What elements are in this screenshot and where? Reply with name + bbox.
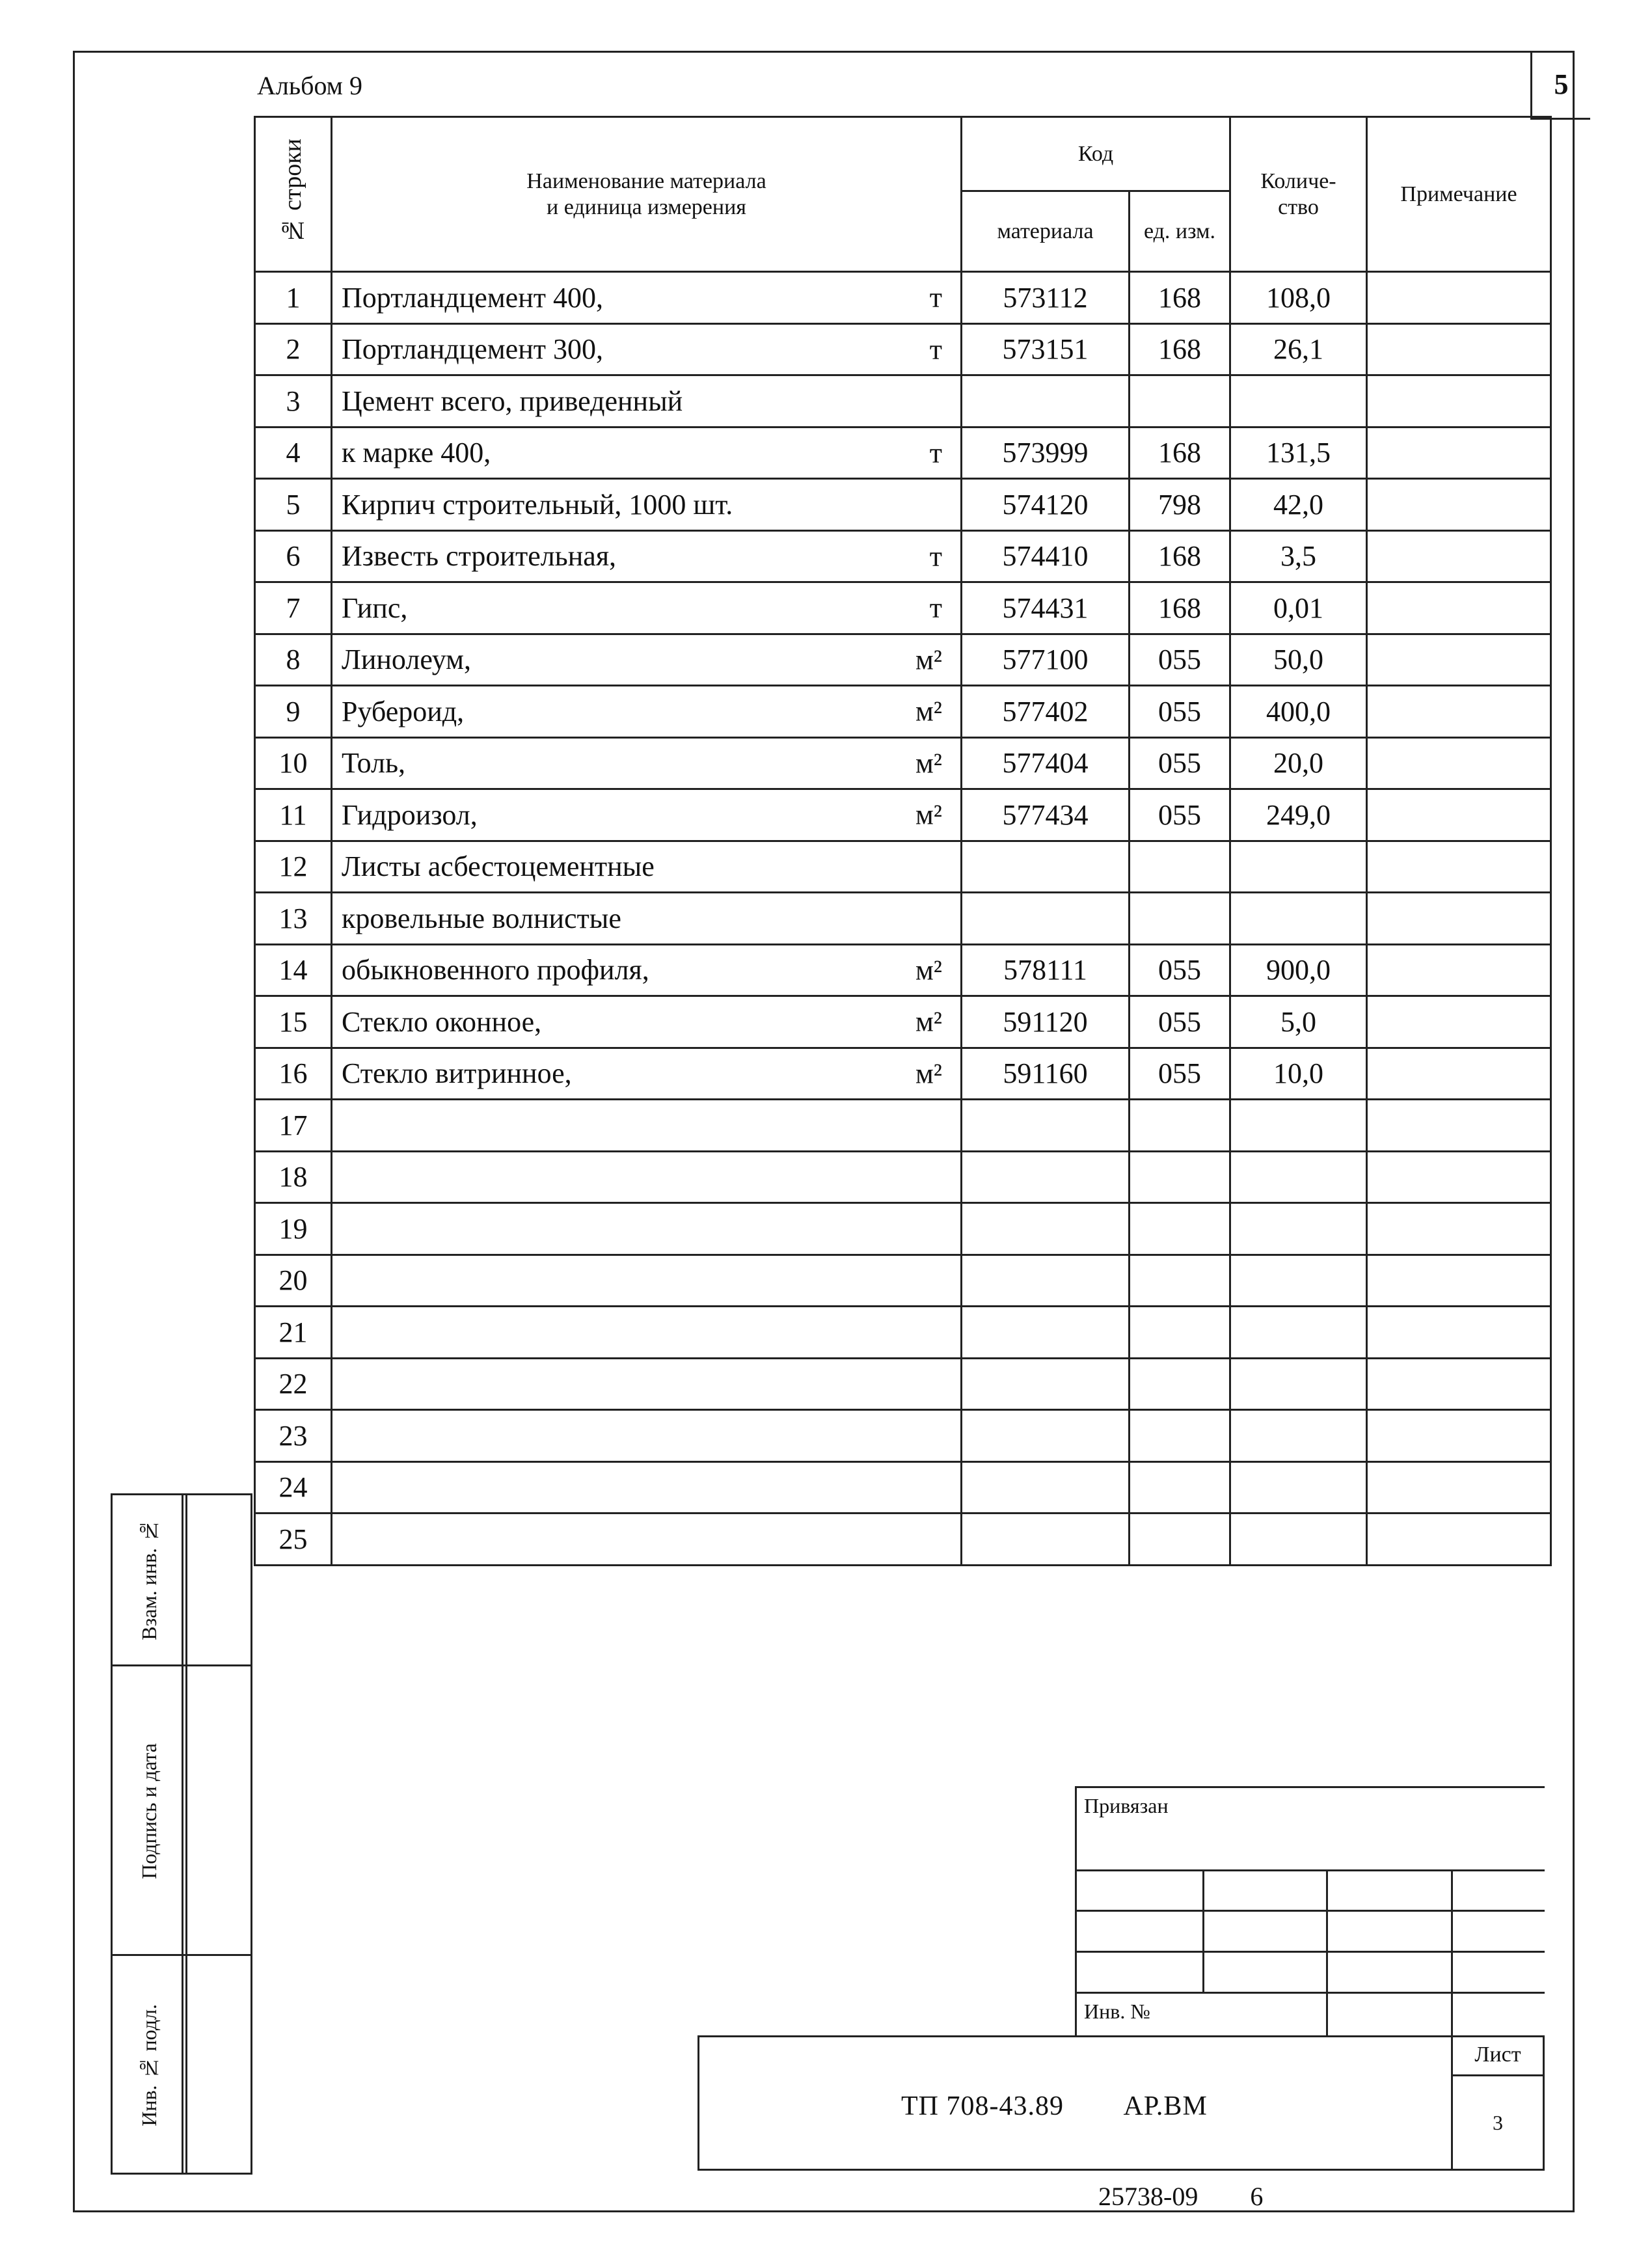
unit-code — [1130, 841, 1230, 893]
album-label: Альбом 9 — [257, 71, 362, 100]
row-number: 13 — [255, 893, 332, 945]
row-number: 23 — [255, 1410, 332, 1462]
material-code: 577404 — [962, 737, 1130, 789]
material-name: Рубероид, — [342, 695, 465, 727]
material-code — [962, 1100, 1130, 1152]
material-name-cell — [332, 427, 962, 479]
material-name: Портландцемент 400, — [342, 281, 603, 314]
table-row — [255, 996, 1551, 1048]
quantity: 3,5 — [1230, 530, 1367, 582]
side-stamp-strip — [111, 1493, 249, 2171]
quantity: 0,01 — [1230, 582, 1367, 634]
table-row — [255, 1048, 1551, 1100]
material-code — [962, 893, 1130, 945]
material-name: обыкновенного профиля, — [342, 954, 649, 986]
unit-code: 168 — [1130, 530, 1230, 582]
unit-code: 168 — [1130, 582, 1230, 634]
material-name: Известь строительная, — [342, 540, 617, 573]
material-name-cell — [332, 737, 962, 789]
unit-code: 055 — [1130, 944, 1230, 996]
unit: т — [929, 333, 942, 366]
privyazan-label: Привязан — [1084, 1794, 1169, 1817]
unit-code: 168 — [1130, 427, 1230, 479]
unit-code — [1130, 375, 1230, 428]
note — [1367, 1255, 1551, 1307]
table-row — [255, 479, 1551, 531]
row-number: 21 — [255, 1307, 332, 1359]
quantity: 42,0 — [1230, 479, 1367, 531]
table-row — [255, 582, 1551, 634]
material-name: Портландцемент 300, — [342, 333, 603, 366]
table-row — [255, 841, 1551, 893]
table-row — [255, 272, 1551, 324]
sheet-number: 3 — [1493, 2111, 1503, 2134]
material-code — [962, 1203, 1130, 1255]
quantity — [1230, 1151, 1367, 1203]
material-name-cell — [332, 789, 962, 841]
unit: т — [929, 591, 942, 624]
table-row — [255, 634, 1551, 686]
material-code — [962, 1255, 1130, 1307]
unit-code: 055 — [1130, 737, 1230, 789]
table-row — [255, 375, 1551, 428]
row-number: 19 — [255, 1203, 332, 1255]
quantity: 131,5 — [1230, 427, 1367, 479]
unit-code — [1130, 1514, 1230, 1566]
footer-page: 6 — [1250, 2182, 1264, 2211]
unit-code: 055 — [1130, 686, 1230, 738]
row-number: 15 — [255, 996, 332, 1048]
unit: м² — [915, 695, 942, 727]
footer — [1098, 2181, 1308, 2212]
unit: т — [929, 281, 942, 314]
table-row — [255, 1461, 1551, 1514]
row-number: 8 — [255, 634, 332, 686]
side-value-column — [182, 1493, 252, 2175]
quantity — [1230, 1307, 1367, 1359]
material-name-cell — [332, 1151, 962, 1203]
sheet-box — [1451, 2035, 1543, 2171]
row-number: 4 — [255, 427, 332, 479]
unit: м² — [915, 1005, 942, 1038]
page-number-box — [1530, 51, 1590, 120]
material-name-cell — [332, 944, 962, 996]
material-code — [962, 1461, 1130, 1514]
unit: м² — [915, 798, 942, 831]
row-number: 16 — [255, 1048, 332, 1100]
material-code: 574120 — [962, 479, 1130, 531]
material-name-cell — [332, 272, 962, 324]
material-code: 578111 — [962, 944, 1130, 996]
unit-code: 055 — [1130, 1048, 1230, 1100]
row-number: 1 — [255, 272, 332, 324]
material-name-cell — [332, 1410, 962, 1462]
document-code: ТП 708-43.89 АР.ВМ — [901, 2091, 1208, 2121]
row-number: 6 — [255, 530, 332, 582]
note — [1367, 634, 1551, 686]
quantity — [1230, 1410, 1367, 1462]
material-code: 577434 — [962, 789, 1130, 841]
quantity — [1230, 893, 1367, 945]
quantity — [1230, 1461, 1367, 1514]
row-number: 24 — [255, 1461, 332, 1514]
material-name: Гидроизол, — [342, 798, 478, 831]
quantity — [1230, 1514, 1367, 1566]
table-row — [255, 789, 1551, 841]
quantity — [1230, 1203, 1367, 1255]
material-code — [962, 1151, 1130, 1203]
material-name-cell — [332, 893, 962, 945]
table-row — [255, 944, 1551, 996]
title-block — [697, 2035, 1545, 2171]
material-code — [962, 1514, 1130, 1566]
note — [1367, 479, 1551, 531]
unit: т — [929, 540, 942, 573]
material-code — [962, 841, 1130, 893]
unit: т — [929, 437, 942, 469]
row-number: 5 — [255, 479, 332, 531]
header-code-unit: ед. изм. — [1130, 191, 1230, 272]
unit-code — [1130, 1255, 1230, 1307]
unit-code: 055 — [1130, 996, 1230, 1048]
unit: м² — [915, 644, 942, 676]
side-cell-vzam: Взам. инв. № — [137, 1519, 161, 1640]
inv-no-label: Инв. № — [1084, 2000, 1150, 2023]
quantity: 108,0 — [1230, 272, 1367, 324]
material-code: 574410 — [962, 530, 1130, 582]
material-name-cell — [332, 1100, 962, 1152]
unit: м² — [915, 954, 942, 986]
row-number: 25 — [255, 1514, 332, 1566]
quantity: 10,0 — [1230, 1048, 1367, 1100]
unit-code — [1130, 1203, 1230, 1255]
table-row — [255, 1307, 1551, 1359]
material-name: Кирпич строительный, 1000 шт. — [342, 488, 733, 521]
table-row — [255, 323, 1551, 375]
note — [1367, 1410, 1551, 1462]
material-code: 573151 — [962, 323, 1130, 375]
unit-code — [1130, 1410, 1230, 1462]
material-name: Толь, — [342, 747, 406, 780]
note — [1367, 1514, 1551, 1566]
header-note: Примечание — [1367, 117, 1551, 272]
row-number: 7 — [255, 582, 332, 634]
material-name-cell — [332, 1307, 962, 1359]
unit-code — [1130, 1358, 1230, 1410]
quantity — [1230, 1255, 1367, 1307]
side-cell-podpis: Подпись и дата — [113, 1664, 185, 1956]
material-code — [962, 1410, 1130, 1462]
unit-code: 055 — [1130, 789, 1230, 841]
unit-code: 055 — [1130, 634, 1230, 686]
table-row — [255, 893, 1551, 945]
material-code: 577402 — [962, 686, 1130, 738]
quantity — [1230, 841, 1367, 893]
table-row — [255, 1410, 1551, 1462]
unit-code: 798 — [1130, 479, 1230, 531]
note — [1367, 375, 1551, 428]
unit: м² — [915, 1057, 942, 1090]
material-name-cell — [332, 530, 962, 582]
material-name-cell — [332, 582, 962, 634]
material-code: 574431 — [962, 582, 1130, 634]
material-code — [962, 1358, 1130, 1410]
note — [1367, 944, 1551, 996]
quantity: 50,0 — [1230, 634, 1367, 686]
unit-code — [1130, 893, 1230, 945]
material-name-cell — [332, 1461, 962, 1514]
header-code: Код — [962, 117, 1230, 191]
row-number: 11 — [255, 789, 332, 841]
material-code: 591120 — [962, 996, 1130, 1048]
row-number: 10 — [255, 737, 332, 789]
note — [1367, 737, 1551, 789]
row-number: 17 — [255, 1100, 332, 1152]
note — [1367, 1307, 1551, 1359]
header-material-name: Наименование материала и единица измерения — [332, 117, 962, 272]
row-number: 9 — [255, 686, 332, 738]
quantity: 5,0 — [1230, 996, 1367, 1048]
material-name: к марке 400, — [342, 437, 491, 469]
material-name-cell — [332, 1358, 962, 1410]
unit-code: 168 — [1130, 272, 1230, 324]
material-name-cell — [332, 996, 962, 1048]
table-row — [255, 1203, 1551, 1255]
material-name-cell — [332, 634, 962, 686]
note — [1367, 841, 1551, 893]
material-name-cell — [332, 1514, 962, 1566]
table-row — [255, 1100, 1551, 1152]
table-body — [255, 272, 1551, 1566]
material-name: Линолеум, — [342, 644, 472, 676]
material-name-cell — [332, 1255, 962, 1307]
note — [1367, 789, 1551, 841]
quantity: 900,0 — [1230, 944, 1367, 996]
quantity: 400,0 — [1230, 686, 1367, 738]
unit-code: 168 — [1130, 323, 1230, 375]
note — [1367, 530, 1551, 582]
quantity — [1230, 1100, 1367, 1152]
table-row — [255, 737, 1551, 789]
material-code — [962, 1307, 1130, 1359]
header-quantity: Количе- ство — [1230, 117, 1367, 272]
material-name: Листы асбестоцементные — [342, 850, 655, 883]
material-name: кровельные волнистые — [342, 902, 621, 934]
table-row — [255, 1255, 1551, 1307]
row-number: 18 — [255, 1151, 332, 1203]
row-number: 20 — [255, 1255, 332, 1307]
table-row — [255, 1514, 1551, 1566]
table-row — [255, 1151, 1551, 1203]
row-number: 3 — [255, 375, 332, 428]
note — [1367, 272, 1551, 324]
row-number: 14 — [255, 944, 332, 996]
table-row — [255, 686, 1551, 738]
quantity — [1230, 1358, 1367, 1410]
material-name: Стекло оконное, — [342, 1005, 542, 1038]
table-row — [255, 427, 1551, 479]
quantity: 26,1 — [1230, 323, 1367, 375]
table-row — [255, 1358, 1551, 1410]
row-number: 2 — [255, 323, 332, 375]
unit-code — [1130, 1100, 1230, 1152]
side-cell-inv-podl: Инв. № подл. — [113, 1954, 185, 2175]
note — [1367, 1461, 1551, 1514]
material-name-cell — [332, 323, 962, 375]
material-code: 591160 — [962, 1048, 1130, 1100]
material-name: Гипс, — [342, 591, 408, 624]
quantity: 249,0 — [1230, 789, 1367, 841]
row-number: 12 — [255, 841, 332, 893]
material-name: Цемент всего, приведенный — [342, 385, 683, 417]
material-code: 573999 — [962, 427, 1130, 479]
note — [1367, 1151, 1551, 1203]
material-name-cell — [332, 686, 962, 738]
order-number: 25738-09 — [1098, 2182, 1198, 2211]
unit-code — [1130, 1307, 1230, 1359]
material-code: 573112 — [962, 272, 1130, 324]
material-name-cell — [332, 1048, 962, 1100]
unit-code — [1130, 1151, 1230, 1203]
note — [1367, 1100, 1551, 1152]
material-code — [962, 375, 1130, 428]
table-row — [255, 530, 1551, 582]
note — [1367, 996, 1551, 1048]
sheet-label: Лист — [1453, 2035, 1543, 2076]
quantity — [1230, 375, 1367, 428]
unit-code — [1130, 1461, 1230, 1514]
material-name-cell — [332, 841, 962, 893]
materials-table — [254, 116, 1552, 1566]
material-name-cell — [332, 479, 962, 531]
note — [1367, 582, 1551, 634]
page-number: 5 — [1554, 68, 1569, 100]
row-number: 22 — [255, 1358, 332, 1410]
side-label-column — [111, 1493, 187, 2175]
note — [1367, 686, 1551, 738]
unit: м² — [915, 747, 942, 780]
note — [1367, 427, 1551, 479]
note — [1367, 1048, 1551, 1100]
header-row-number: № строки — [255, 117, 332, 272]
header-code-material: материала — [962, 191, 1130, 272]
quantity: 20,0 — [1230, 737, 1367, 789]
note — [1367, 1203, 1551, 1255]
material-name: Стекло витринное, — [342, 1057, 572, 1090]
material-code: 577100 — [962, 634, 1130, 686]
note — [1367, 323, 1551, 375]
material-name-cell — [332, 375, 962, 428]
note — [1367, 1358, 1551, 1410]
material-name-cell — [332, 1203, 962, 1255]
note — [1367, 893, 1551, 945]
